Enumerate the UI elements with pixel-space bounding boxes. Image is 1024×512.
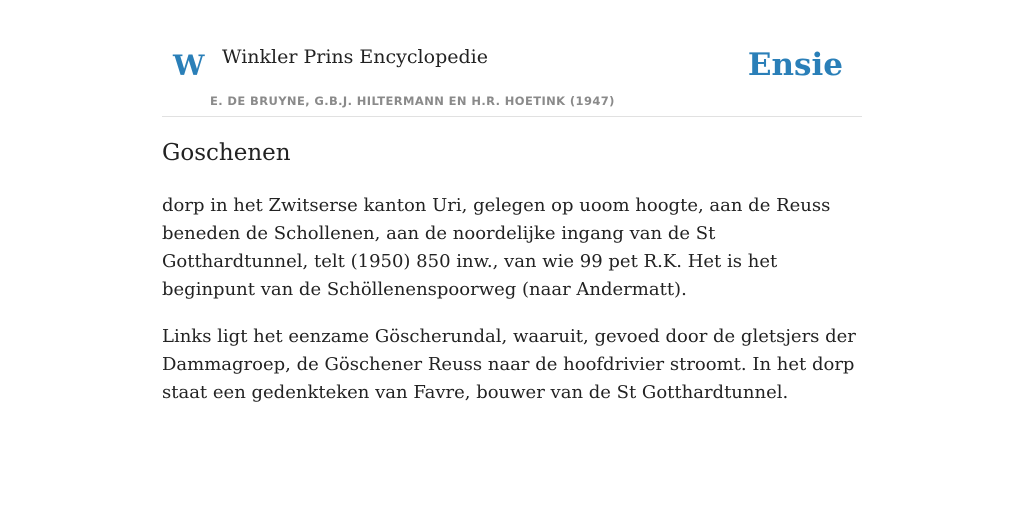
source-header bbox=[162, 0, 862, 117]
source-logo[interactable]: W bbox=[173, 49, 205, 82]
source-title-link[interactable]: Winkler Prins Encyclopedie bbox=[222, 46, 488, 68]
entry-paragraph: Links ligt het eenzame Göscherundal, waaruit, gevoed door de gletsjers der Dammagroep, de Göschener Reuss naar de hoofdrivier stroomt. In het dorp staat een gedenkteken van Favre, bouwer van de St Gotthardtunnel. bbox=[162, 326, 856, 403]
entry-title: Goschenen bbox=[162, 140, 291, 166]
brand-logo-link[interactable]: Ensie bbox=[747, 47, 843, 83]
entry-body bbox=[162, 192, 862, 426]
source-authors: E. DE BRUYNE, G.B.J. HILTERMANN EN H.R. HOETINK (1947) bbox=[210, 94, 615, 108]
entry-paragraph: dorp in het Zwitserse kanton Uri, gelegen op uoom hoogte, aan de Reuss beneden de Schollenen, aan de noordelijke ingang van de St Gotthardtunnel, telt (1950) 850 inw., van wie 99 pet R.K. Het is het beginpunt van de Schöllenenspoorweg (naar Andermatt). bbox=[162, 195, 831, 300]
